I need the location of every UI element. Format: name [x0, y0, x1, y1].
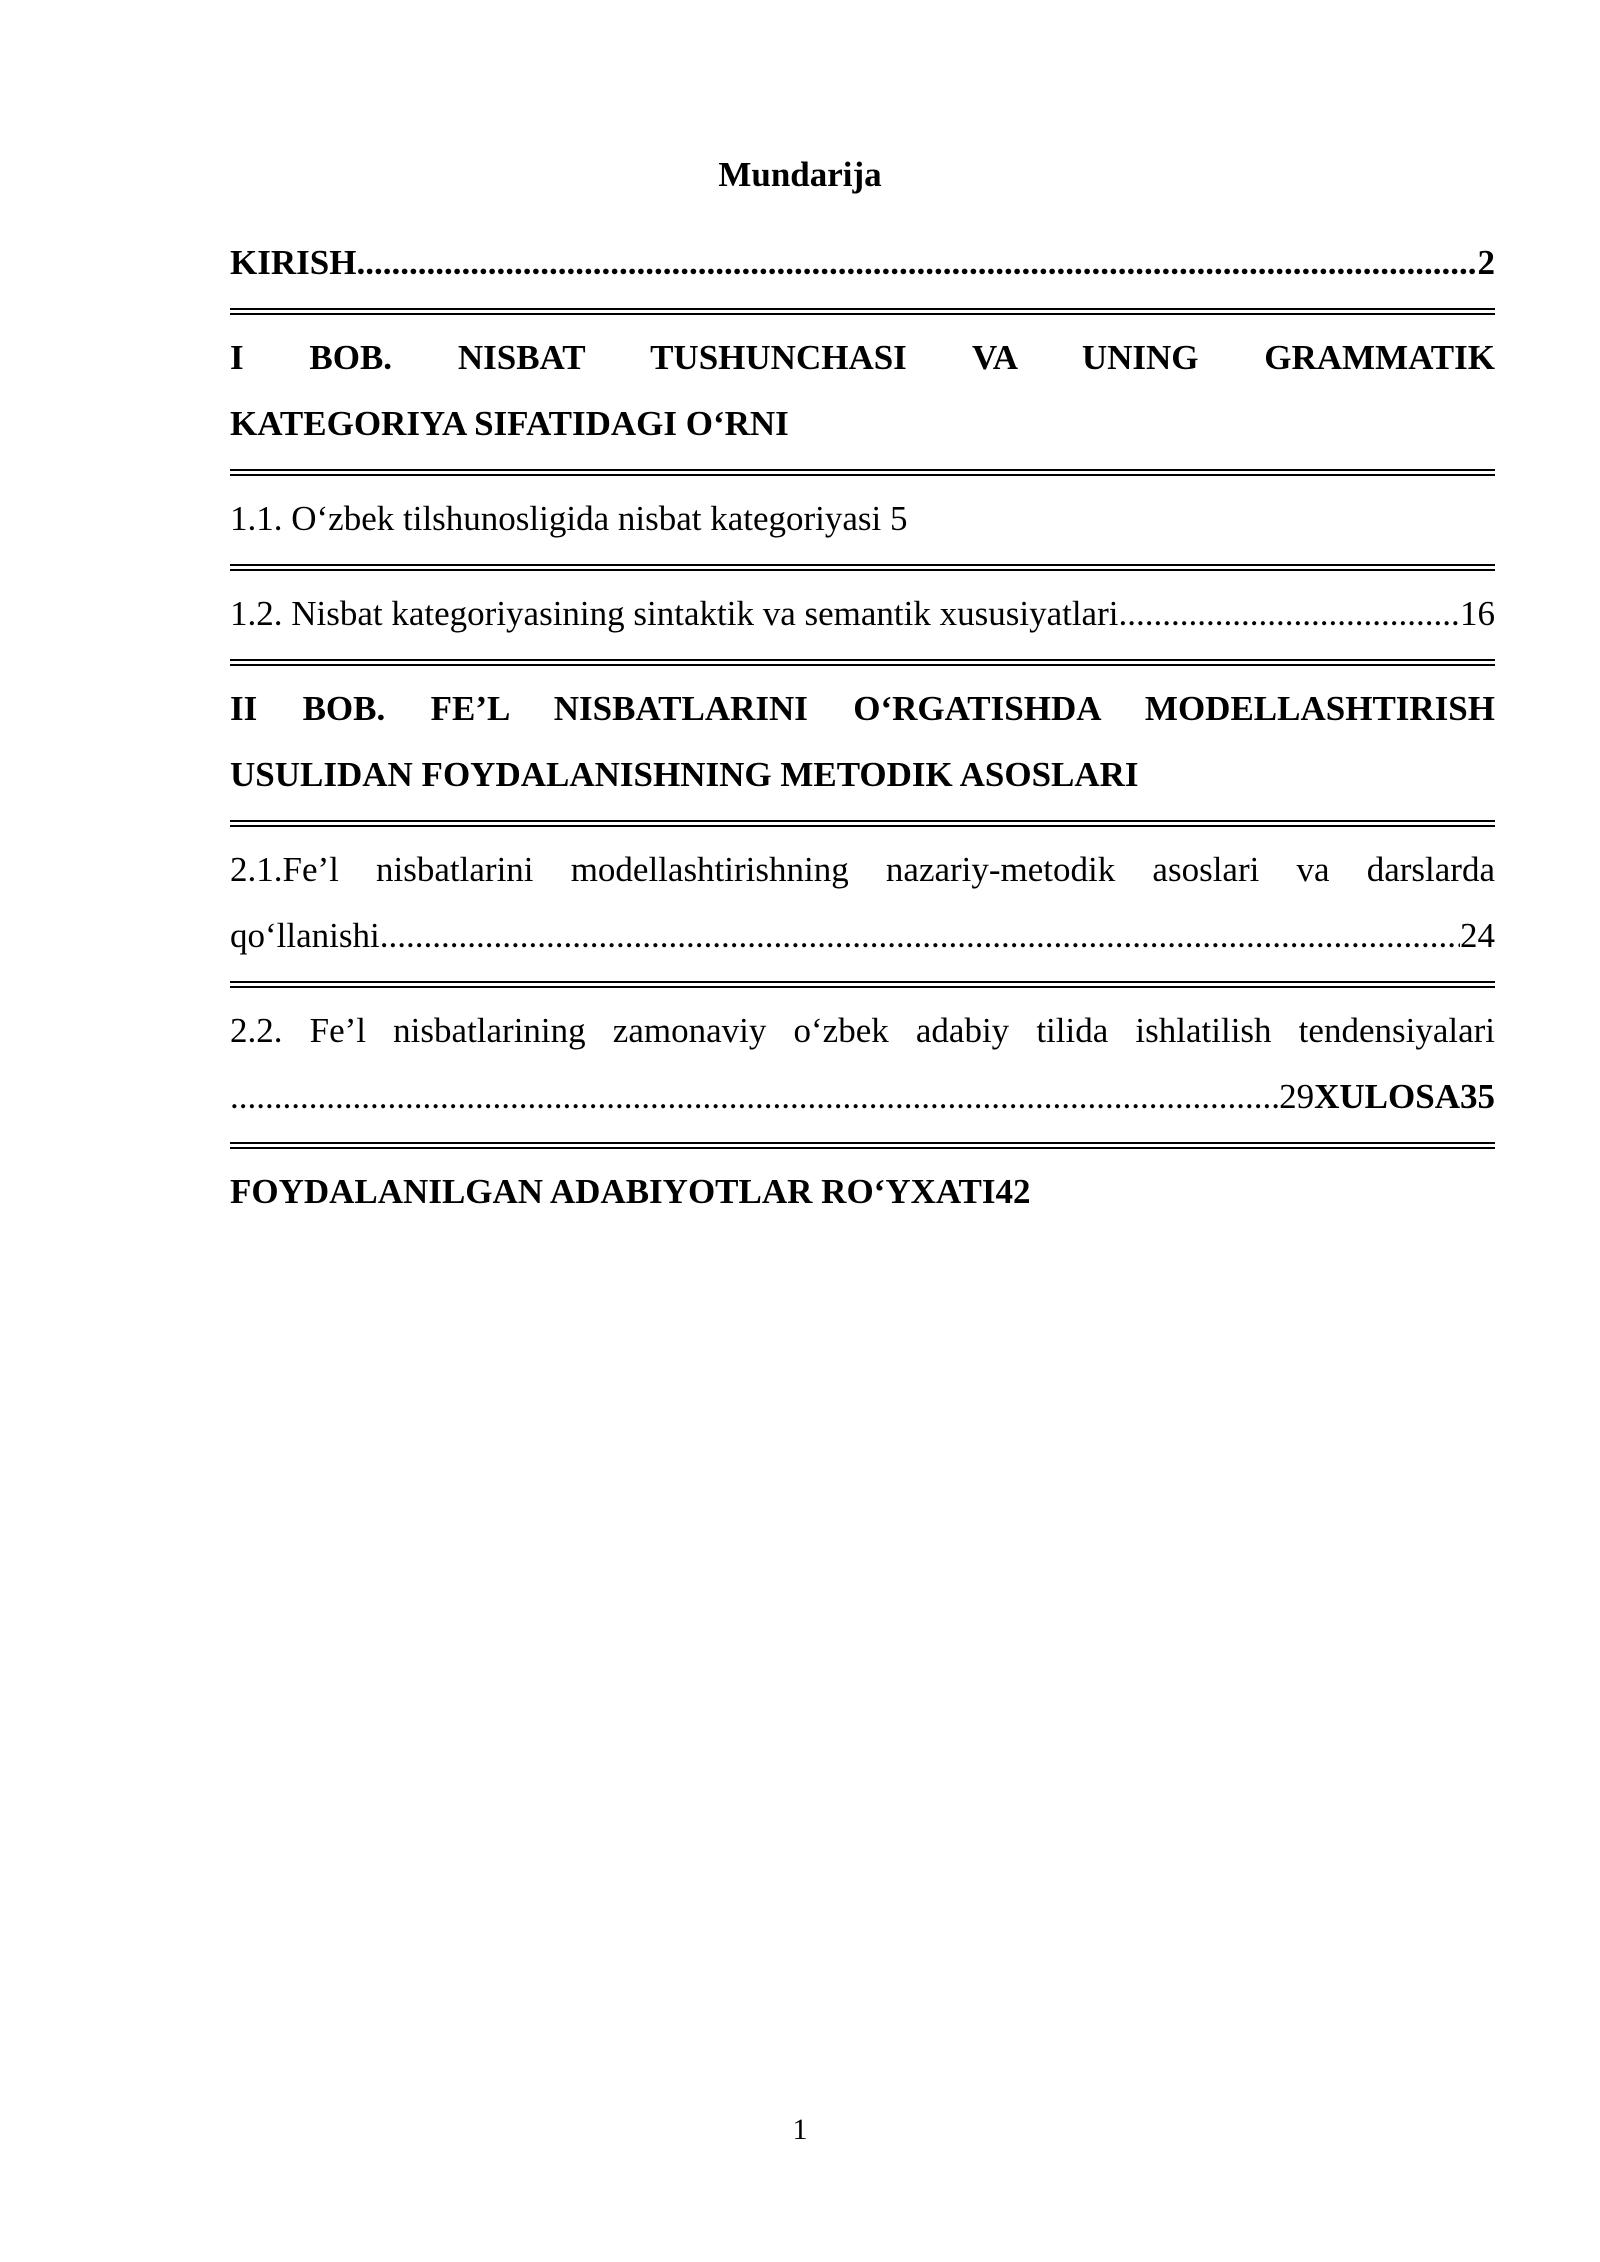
- entry-label-line-1: 2.2. Fe’l nisbatlarining zamonaviy o‘zbek adabiy tilida ishlatilish tendensiyalari: [230, 1011, 1495, 1050]
- separator: [230, 820, 1495, 827]
- entry-page-number: 24: [1460, 916, 1495, 955]
- separator: [230, 659, 1495, 666]
- toc-title: Mundarija: [718, 155, 882, 194]
- entry-label: 1.1. O‘zbek tilshunosligida nisbat kategoriyasi 5: [230, 499, 908, 538]
- toc-entry-kirish[interactable]: [230, 230, 1495, 296]
- toc-entry-section-1-2[interactable]: [230, 581, 1495, 647]
- entry-page-number: 16: [1460, 594, 1495, 633]
- toc-entry-adabiyotlar[interactable]: [230, 1159, 1495, 1225]
- entry-label-line-1: I BOB. NISBAT TUSHUNCHASI VA UNING GRAMMATIK: [230, 338, 1495, 377]
- entry-label: KIRISH .....: [230, 230, 1478, 296]
- entry-label: FOYDALANILGAN ADABIYOTLAR RO‘YXATI42: [230, 1172, 1031, 1211]
- entry-label: 1.2. Nisbat kategoriyasining sintaktik va semantik xususiyatlari .....: [230, 581, 1460, 647]
- entry-label-line-1: II BOB. FE’L NISBATLARINI O‘RGATISHDA MODELLASHTIRISH: [230, 689, 1495, 728]
- page-number: 1: [792, 2113, 808, 2146]
- toc-entry-chapter-1[interactable]: [230, 325, 1495, 457]
- entry-page-number: 2: [1477, 243, 1495, 282]
- toc-entry-section-2-1[interactable]: [230, 837, 1495, 969]
- entry-label-line-2: USULIDAN FOYDALANISHNING METODIK ASOSLARI: [230, 755, 1139, 794]
- separator: [230, 981, 1495, 988]
- entry-leader: [230, 1064, 1279, 1130]
- toc-entry-section-1-1[interactable]: [230, 486, 1495, 552]
- toc-entry-chapter-2[interactable]: [230, 676, 1495, 808]
- entry-page-number: 29: [1279, 1077, 1315, 1116]
- toc-entry-section-2-2[interactable]: [230, 998, 1495, 1130]
- entry-label-line-2-row: [230, 903, 1495, 969]
- table-of-contents: [230, 230, 1495, 1225]
- entry-label-line-1: 2.1.Fe’l nisbatlarini modellashtirishning nazariy-metodik asoslari va darslarda: [230, 850, 1495, 889]
- separator: [230, 308, 1495, 315]
- separator: [230, 1142, 1495, 1149]
- separator: [230, 564, 1495, 571]
- entry-label-line-2: qo‘llanishi .....: [230, 903, 1460, 969]
- separator: [230, 469, 1495, 476]
- entry-label-line-2-row: [230, 1064, 1495, 1130]
- entry-label-line-2: KATEGORIYA SIFATIDAGI O‘RNI: [230, 404, 789, 443]
- toc-entry-xulosa[interactable]: XULOSA35: [1314, 1077, 1495, 1116]
